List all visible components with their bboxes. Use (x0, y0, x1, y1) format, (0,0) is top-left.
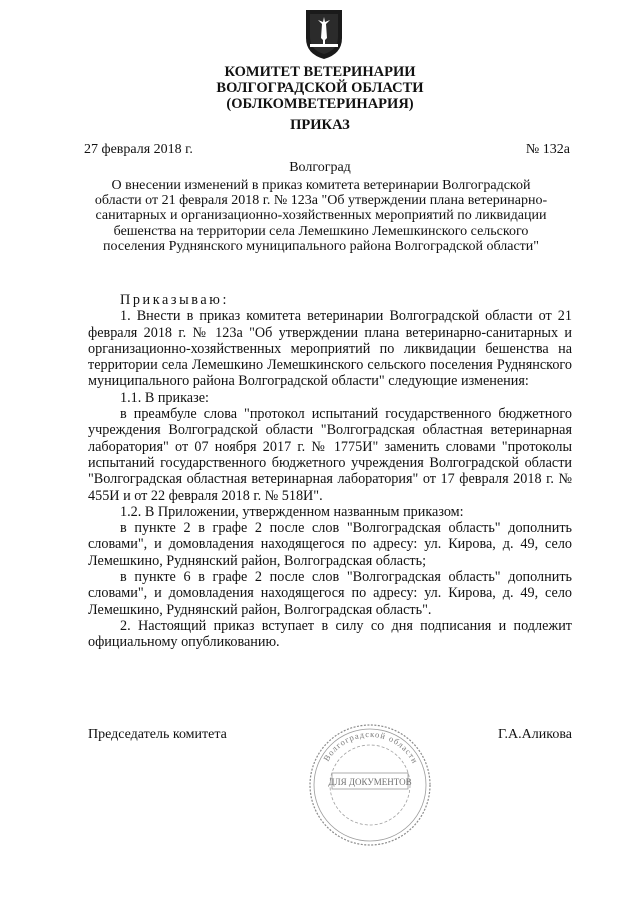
document-date: 27 февраля 2018 г. (84, 142, 193, 157)
svg-text:Волгоградской области (321, 729, 420, 766)
document-body (88, 292, 572, 651)
paragraph-1-2: 1.2. В Приложении, утвержденном названным приказом: (120, 503, 464, 520)
coat-of-arms-emblem (304, 8, 344, 60)
document-number: № 132а (525, 142, 570, 157)
stamp-center-text: ДЛЯ ДОКУМЕНТОВ (328, 777, 412, 787)
header-line-2: ВОЛГОГРАДСКОЙ ОБЛАСТИ (216, 80, 424, 96)
committee-header (0, 64, 640, 112)
document-title: О внесении изменений в приказ комитета ветеринарии Волгоградской области от 21 февраля 2018 г. № 123а "Об утверждении плана ветеринарно-санитарных и организационно-хозяйственных мероприятий по ликвидации бешенства на территории села Лемешкино Лемешкинского сельского поселения Руднянского муниципального района Волгоградской области" (94, 178, 548, 254)
official-stamp (308, 723, 432, 847)
paragraph-1-2-a: в пункте 2 в графе 2 после слов "Волгоградская область" дополнить словами", и домовладения находящегося по адресу: ул. Кирова, д. 49, село Лемешкино, Руднянский район, Волгоградская область; (88, 520, 572, 569)
header-line-1: КОМИТЕТ ВЕТЕРИНАРИИ (224, 64, 416, 80)
date-number-row (84, 142, 570, 158)
document-type: ПРИКАЗ (290, 117, 350, 133)
header-line-3: (ОБЛКОМВЕТЕРИНАРИЯ) (226, 96, 414, 112)
signatory-position: Председатель комитета (88, 727, 227, 742)
order-word: Приказываю: (120, 292, 229, 308)
paragraph-1: 1. Внести в приказ комитета ветеринарии Волгоградской области от 21 февраля 2018 г. № 123а "Об утверждении плана ветеринарно-санитарных и организационно-хозяйственных мероприятий по ликвидации бешенства на территории села Лемешкино Лемешкинского сельского поселения Руднянского муниципального района Волгоградской области" следующие изменения: (88, 308, 572, 390)
paragraph-1-1-a: в преамбуле слова "протокол испытаний государственного бюджетного учреждения Волгоградской области "Волгоградская областная ветеринарная лаборатория" от 07 ноября 2017 г. № 1775И" заменить словами "протоколы испытаний государственного бюджетного учреждения Волгоградской области "Волгоградская областная ветеринарная лаборатория" от 17 февраля 2018 г. № 455И и от 22 февраля 2018 г. № 518И". (88, 406, 572, 504)
paragraph-1-1: 1.1. В приказе: (120, 389, 209, 406)
document-city: Волгоград (289, 160, 351, 175)
paragraph-1-2-b: в пункте 6 в графе 2 после слов "Волгоградская область" дополнить словами", и домовладения находящегося по адресу: ул. Кирова, д. 49, село Лемешкино, Руднянский район, Волгоградская область". (88, 569, 572, 618)
signatory-name: Г.А.Аликова (498, 727, 572, 742)
stamp-ring-text: Волгоградской области (321, 728, 421, 766)
paragraph-2: 2. Настоящий приказ вступает в силу со дня подписания и подлежит официальному опубликованию. (88, 617, 572, 651)
